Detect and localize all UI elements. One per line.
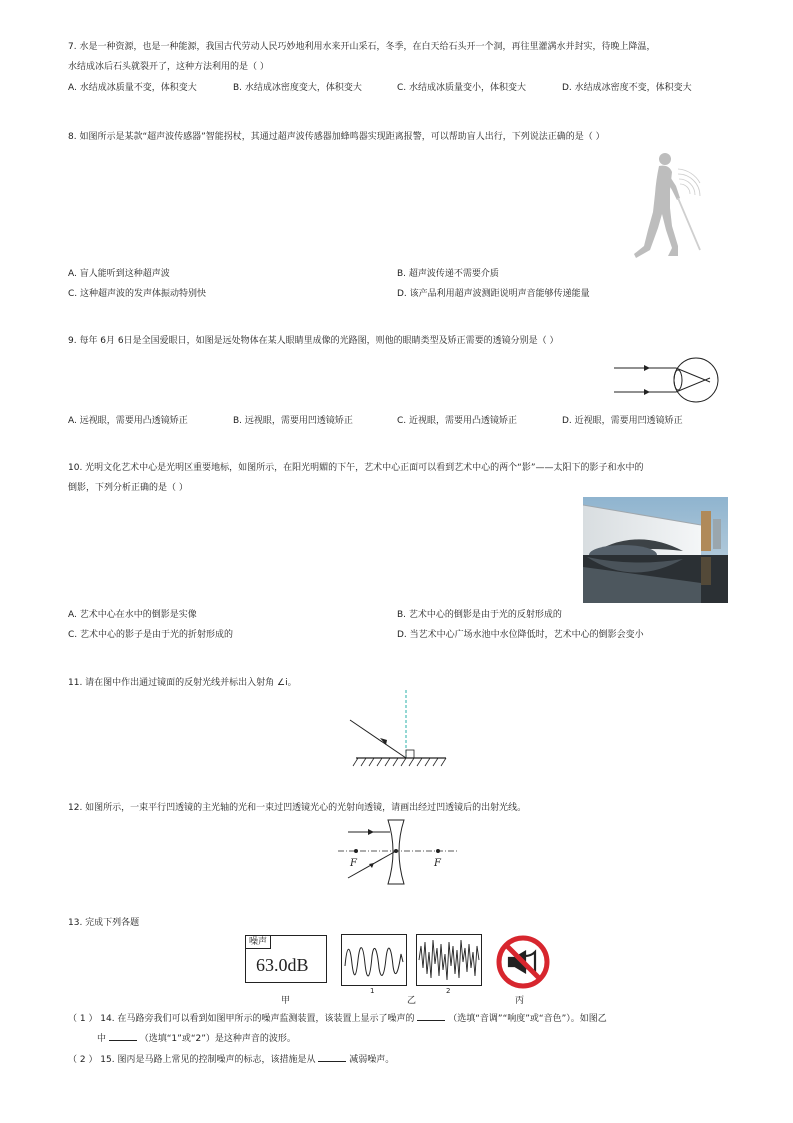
concave-lens-diagram: [336, 818, 462, 890]
waveform-1-label: 1: [370, 987, 375, 995]
q9-option-b: B. 远视眼，需要用凹透镜矫正: [233, 416, 353, 426]
q7-option-a: A. 水结成冰质量不变，体积变大: [68, 83, 197, 93]
q7-option-b: B. 水结成冰密度变大，体积变大: [233, 83, 362, 93]
blind-walker-figure: [622, 150, 702, 262]
q10-stem-line2: 倒影，下列分析正确的是（ ）: [68, 483, 188, 493]
q13-sub2-prefix: （ 2 ） 15. 图丙是马路上常见的控制噪声的标志，该措施是从: [68, 1055, 316, 1065]
q13-sub1-line1: [68, 1011, 607, 1025]
eye-ray-diagram: [610, 350, 720, 410]
q11-stem: 11. 请在图中作出通过镜面的反射光线并标出入射角 ∠i。: [68, 678, 297, 688]
caption-yi: 乙: [407, 996, 417, 1006]
q13-sub1-line2: [97, 1031, 296, 1045]
q13-stem: 13. 完成下列各题: [68, 918, 140, 928]
q13-sub2: [68, 1052, 394, 1066]
waveform-2: [416, 934, 482, 986]
answer-blank-14b[interactable]: [109, 1031, 137, 1041]
q13-sub1-line2-b: （选填“1”或“2”）是这种声音的波形。: [139, 1034, 296, 1044]
q10-option-a: A. 艺术中心在水中的倒影是实像: [68, 610, 197, 620]
q9-option-a: A. 远视眼，需要用凸透镜矫正: [68, 416, 188, 426]
q9-option-c: C. 近视眼，需要用凸透镜矫正: [397, 416, 518, 426]
q8-stem: 8. 如图所示是某款“超声波传感器”智能拐杖，其通过超声波传感器加蜂鸣器实现距离报警，可以帮助盲人出行，下列说法正确的是（ ）: [68, 132, 605, 142]
noise-meter-value: 63.0dB: [256, 955, 309, 975]
noise-meter-label: 噪声: [246, 936, 271, 949]
q13-sub1-mid: （选填“音调”“响度”或“音色”）。如图乙: [448, 1014, 607, 1024]
q10-option-c: C. 艺术中心的影子是由于光的折射形成的: [68, 630, 234, 640]
noise-meter: [245, 935, 327, 983]
q10-stem-line1: 10. 光明文化艺术中心是光明区重要地标，如图所示，在阳光明媚的下午，艺术中心正面可以看到艺术中心的两个“影”——太阳下的影子和水中的: [68, 463, 644, 473]
no-honking-sign-icon: [495, 934, 551, 990]
answer-blank-15[interactable]: [318, 1052, 346, 1062]
mirror-reflection-diagram: [340, 688, 450, 774]
q7-stem-line1: 7. 水是一种资源，也是一种能源，我国古代劳动人民巧妙地利用水来开山采石，冬季，在白天给石头开一个洞，再往里灌满水并封实，待晚上降温，: [68, 42, 656, 52]
q13-sub1-prefix: （ 1 ） 14. 在马路旁我们可以看到如图甲所示的噪声监测装置，该装置上显示了噪声的: [68, 1014, 415, 1024]
focus-right-label: F: [434, 858, 441, 869]
q12-stem: 12. 如图所示，一束平行凹透镜的主光轴的光和一束过凹透镜光心的光射向透镜，请画出经过凹透镜后的出射光线。: [68, 803, 527, 813]
q8-option-d: D. 该产品利用超声波测距说明声音能够传递能量: [397, 289, 590, 299]
focus-left-label: F: [350, 858, 357, 869]
q9-option-d: D. 近视眼，需要用凹透镜矫正: [562, 416, 683, 426]
waveform-1: [341, 934, 407, 986]
art-center-photo: [583, 497, 728, 603]
q10-option-b: B. 艺术中心的倒影是由于光的反射形成的: [397, 610, 562, 620]
q9-stem: 9. 每年 6月 6日是全国爱眼日，如图是远处物体在某人眼睛里成像的光路图，则他的眼睛类型及矫正需要的透镜分别是（ ）: [68, 336, 559, 346]
q8-option-b: B. 超声波传递不需要介质: [397, 269, 499, 279]
answer-blank-14[interactable]: [417, 1011, 445, 1021]
q7-stem-line2: 水结成冰后石头就裂开了，这种方法利用的是（ ）: [68, 62, 269, 72]
waveform-2-label: 2: [446, 987, 451, 995]
q13-sub1-line2-a: 中: [97, 1034, 107, 1044]
caption-bing: 丙: [515, 996, 525, 1006]
q8-option-a: A. 盲人能听到这种超声波: [68, 269, 170, 279]
q7-option-d: D. 水结成冰密度不变，体积变大: [562, 83, 692, 93]
q7-option-c: C. 水结成冰质量变小，体积变大: [397, 83, 527, 93]
q13-sub2-suffix: 减弱噪声。: [349, 1055, 395, 1065]
q10-option-d: D. 当艺术中心广场水池中水位降低时，艺术中心的倒影会变小: [397, 630, 644, 640]
caption-jia: 甲: [281, 996, 291, 1006]
q8-option-c: C. 这种超声波的发声体振动特别快: [68, 289, 207, 299]
